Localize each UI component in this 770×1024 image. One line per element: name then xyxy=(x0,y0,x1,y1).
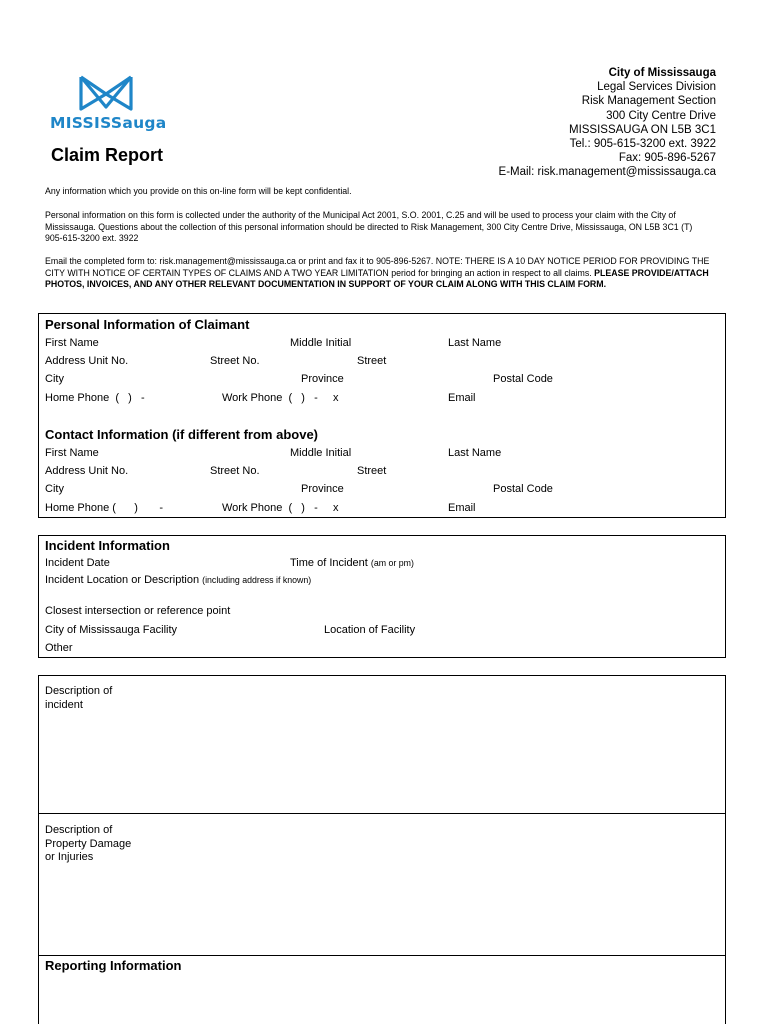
reporting-heading: Reporting Information xyxy=(45,958,182,973)
address-line: E-Mail: risk.management@mississauga.ca xyxy=(498,166,716,179)
contact-postal-code-field[interactable]: Postal Code xyxy=(493,483,553,495)
contact-province-field[interactable]: Province xyxy=(301,483,344,495)
city-field[interactable]: City xyxy=(45,373,64,385)
first-name-field[interactable]: First Name xyxy=(45,337,99,349)
province-field[interactable]: Province xyxy=(301,373,344,385)
contact-home-phone-field[interactable]: Home Phone ( ) - xyxy=(45,502,163,514)
incident-time-note: (am or pm) xyxy=(370,558,414,568)
incident-section xyxy=(38,535,726,658)
contact-middle-initial-field[interactable]: Middle Initial xyxy=(290,447,352,459)
facility-location-field[interactable]: Location of Facility xyxy=(324,624,416,636)
section-divider xyxy=(38,955,726,956)
confidential-notice: Any information which you provide on this on-line form will be kept confidential. xyxy=(45,186,352,196)
address-line: Risk Management Section xyxy=(581,95,716,108)
submission-notice-text: Email the completed form to: risk.management@mississauga.ca or print and fax it to 905-896-5267. NOTE: THERE IS A 10 DAY NOTICE PERIOD FOR PROVIDING THE CITY WITH NOTICE OF CERTAIN TYPES OF CLAIMS AND A TWO YEAR LIMITATION period for bringing an action in respect to all claims. xyxy=(45,256,710,278)
contact-heading: Contact Information (if different from above) xyxy=(45,427,318,442)
middle-initial-field[interactable]: Middle Initial xyxy=(290,337,352,349)
incident-location-note: (including address if known) xyxy=(202,575,312,585)
incident-description-label xyxy=(45,685,112,712)
contact-email-field[interactable]: Email xyxy=(448,502,476,514)
contact-street-no-field[interactable]: Street No. xyxy=(210,465,260,477)
intersection-field[interactable]: Closest intersection or reference point xyxy=(45,605,231,617)
page-title: Claim Report xyxy=(51,145,164,165)
damage-description-label xyxy=(45,824,131,865)
submission-notice xyxy=(45,256,710,291)
contact-work-phone-field[interactable]: Work Phone ( ) - x xyxy=(222,502,339,514)
incident-date-field[interactable]: Incident Date xyxy=(45,557,110,569)
incident-heading: Incident Information xyxy=(45,538,170,553)
contact-address-unit-field[interactable]: Address Unit No. xyxy=(45,465,129,477)
incident-location-field[interactable] xyxy=(45,574,311,586)
work-phone-field[interactable]: Work Phone ( ) - x xyxy=(222,392,339,404)
street-no-field[interactable]: Street No. xyxy=(210,355,260,367)
damage-description-input[interactable] xyxy=(140,818,720,950)
other-field[interactable]: Other xyxy=(45,642,73,654)
incident-time-field[interactable] xyxy=(290,557,414,569)
address-line: Legal Services Division xyxy=(597,81,716,94)
last-name-field[interactable]: Last Name xyxy=(448,337,502,349)
incident-description-label-line: incident xyxy=(45,698,83,711)
butterfly-logo-icon xyxy=(78,74,134,112)
address-line: MISSISSAUGA ON L5B 3C1 xyxy=(568,123,716,136)
contact-street-field[interactable]: Street xyxy=(357,465,387,477)
brand-wordmark: MISSISSauga xyxy=(50,114,167,132)
city-logo xyxy=(50,74,170,132)
damage-description-label-line: Property Damage xyxy=(45,837,132,850)
address-line: 300 City Centre Drive xyxy=(606,109,716,122)
facility-field[interactable]: City of Mississauga Facility xyxy=(45,624,178,636)
home-phone-field[interactable]: Home Phone ( ) - xyxy=(45,392,145,404)
incident-location-label: Incident Location or Description xyxy=(45,574,200,586)
address-line: Fax: 905-896-5267 xyxy=(618,152,716,165)
submission-notice-bold: PLEASE PROVIDE/ATTACH PHOTOS, INVOICES, AND ANY OTHER RELEVANT DOCUMENTATION IN SUPPORT OF YOUR CLAIM ALONG WITH THIS CLAIM FORM. xyxy=(45,267,709,289)
contact-first-name-field[interactable]: First Name xyxy=(45,447,99,459)
org-name: City of Mississauga xyxy=(608,67,716,79)
email-field[interactable]: Email xyxy=(448,392,476,404)
section-divider xyxy=(38,813,726,814)
address-line: Tel.: 905-615-3200 ext. 3922 xyxy=(569,138,716,151)
privacy-notice: Personal information on this form is collected under the authority of the Municipal Act 2001, S.O. 2001, C.25 and will be used to process your claim with the City of Mississauga. Questions about the collection of this personal information should be directed to Risk Management, 300 City Centre Drive, Mississauga, ON L5B 3C1 (T) 905-615-3200 ext. 3922 xyxy=(45,210,693,243)
contact-last-name-field[interactable]: Last Name xyxy=(448,447,502,459)
claimant-heading: Personal Information of Claimant xyxy=(45,317,250,332)
damage-description-label-line: or Injuries xyxy=(45,851,94,863)
damage-description-label-line: Description of xyxy=(45,824,113,836)
street-field[interactable]: Street xyxy=(357,355,387,367)
incident-description-input[interactable] xyxy=(130,680,720,808)
postal-code-field[interactable]: Postal Code xyxy=(493,373,553,385)
incident-time-label: Time of Incident xyxy=(290,557,368,569)
claimant-contact-section xyxy=(38,313,726,518)
incident-description-label-line: Description of xyxy=(45,685,113,697)
address-unit-field[interactable]: Address Unit No. xyxy=(45,355,129,367)
city-address-block xyxy=(499,66,716,180)
contact-city-field[interactable]: City xyxy=(45,483,64,495)
